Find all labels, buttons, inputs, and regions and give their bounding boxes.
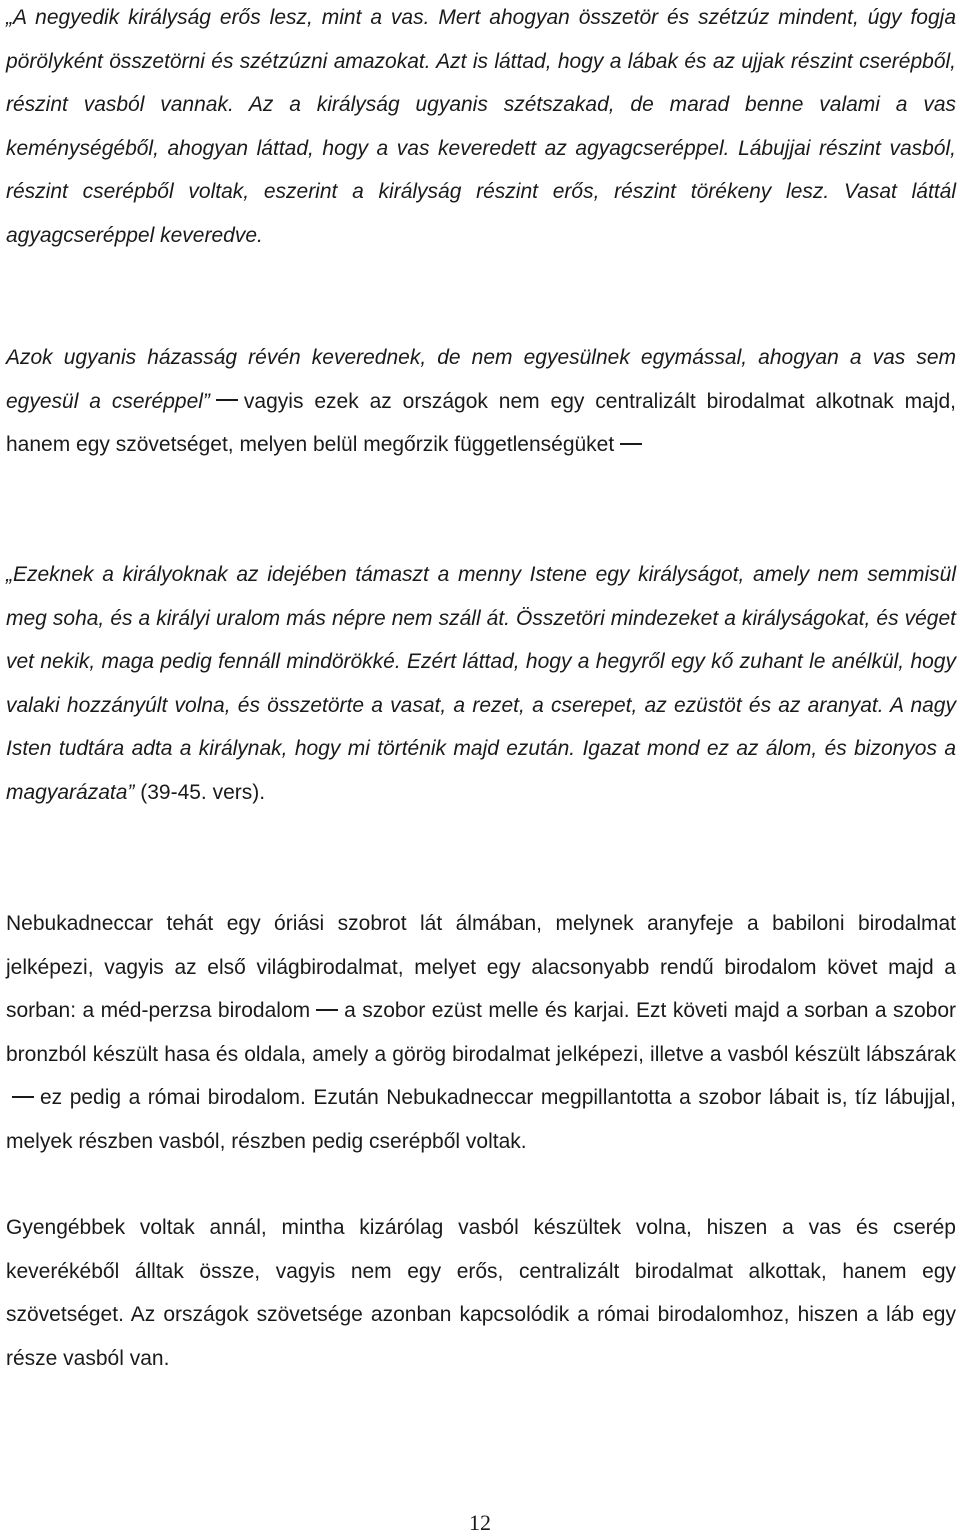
statue-text-part-3: ez pedig a római birodalom. Ezután Nebukadneccar megpillantotta a szobor lábait is, tíz lábujjal, melyek részben vasból, részben pedig cserépből voltak. bbox=[6, 1086, 956, 1153]
paragraph-statue-explanation bbox=[6, 902, 956, 1164]
paragraph-marriage bbox=[6, 336, 956, 467]
dash-separator bbox=[216, 399, 238, 401]
dash-separator bbox=[620, 443, 642, 445]
paragraph-eternal-kingdom bbox=[6, 553, 956, 815]
dash-separator bbox=[12, 1096, 34, 1098]
statue-text-part-2: a szobor ezüst melle és karjai. Ezt követi majd a sorban a szobor bronzból készült hasa és oldala, amely a görög birodalmat jelképezi, illetve a vasból készült lábszárak bbox=[6, 999, 956, 1066]
paragraph-alliance: Gyengébbek voltak annál, mintha kizárólag vasból készültek volna, hiszen a vas és cserép keverékéből álltak össze, vagyis nem egy erős, centralizált birodalmat alkottak, hanem egy szövetséget. Az országok szövetsége azonban kapcsolódik a római birodalomhoz, hiszen a láb egy része vasból van. bbox=[6, 1216, 956, 1370]
verse-reference: (39-45. vers). bbox=[134, 780, 266, 804]
paragraph-eternal-kingdom-quote: „Ezeknek a királyoknak az idejében támaszt a menny Istene egy királyságot, amely nem semmisül meg soha, és a királyi uralom más népre nem száll át. Összetöri mindezeket a királyságokat, és véget vet nekik, maga pedig fennáll mindörökké. Ezért láttad, hogy a hegyről egy kő zuhant le anélkül, hogy valaki hozzányúlt volna, és összetörte a vasat, a rezet, a cserepet, az ezüstöt és az aranyat. A nagy Isten tudtára adta a királynak, hogy mi történik majd ezután. Igazat mond ez az álom, és bizonyos a magyarázata” bbox=[6, 563, 956, 804]
paragraph-marriage-quote: Azok ugyanis házasság révén keverednek, de nem egyesülnek egymással, ahogyan a vas sem egyesül a cseréppel” bbox=[6, 346, 956, 413]
page-number: 12 bbox=[469, 1510, 491, 1535]
paragraph-quote-fourth-kingdom: „A negyedik királyság erős lesz, mint a vas. Mert ahogyan összetör és szétzúz mindent, úgy fogja pörölyként összetörni és szétzúzni amazokat. Azt is láttad, hogy a lábak és az ujjak részint cserépből, részint vasból vannak. Az a királyság ugyanis szétszakad, de marad benne valami a vas keménységéből, ahogyan láttad, hogy a vas keveredett az agyagcseréppel. Lábujjai részint vasból, részint cserépből voltak, eszerint a királyság részint erős, részint törékeny lesz. Vasat láttál agyagcseréppel keveredve. bbox=[6, 6, 956, 247]
dash-separator bbox=[316, 1009, 338, 1011]
statue-text-part-1: Nebukadneccar tehát egy óriási szobrot lát álmában, melynek aranyfeje a babiloni birodalmat jelképezi, vagyis az első világbirodalmat, melyet egy alacsonyabb rendű birodalom követ majd a sorban: a méd-perzsa birodalom bbox=[6, 912, 956, 1023]
paragraph-marriage-explanation: vagyis ezek az országok nem egy centralizált birodalmat alkotnak majd, hanem egy szövetséget, melyen belül megőrzik függetlenségüket bbox=[6, 389, 957, 457]
